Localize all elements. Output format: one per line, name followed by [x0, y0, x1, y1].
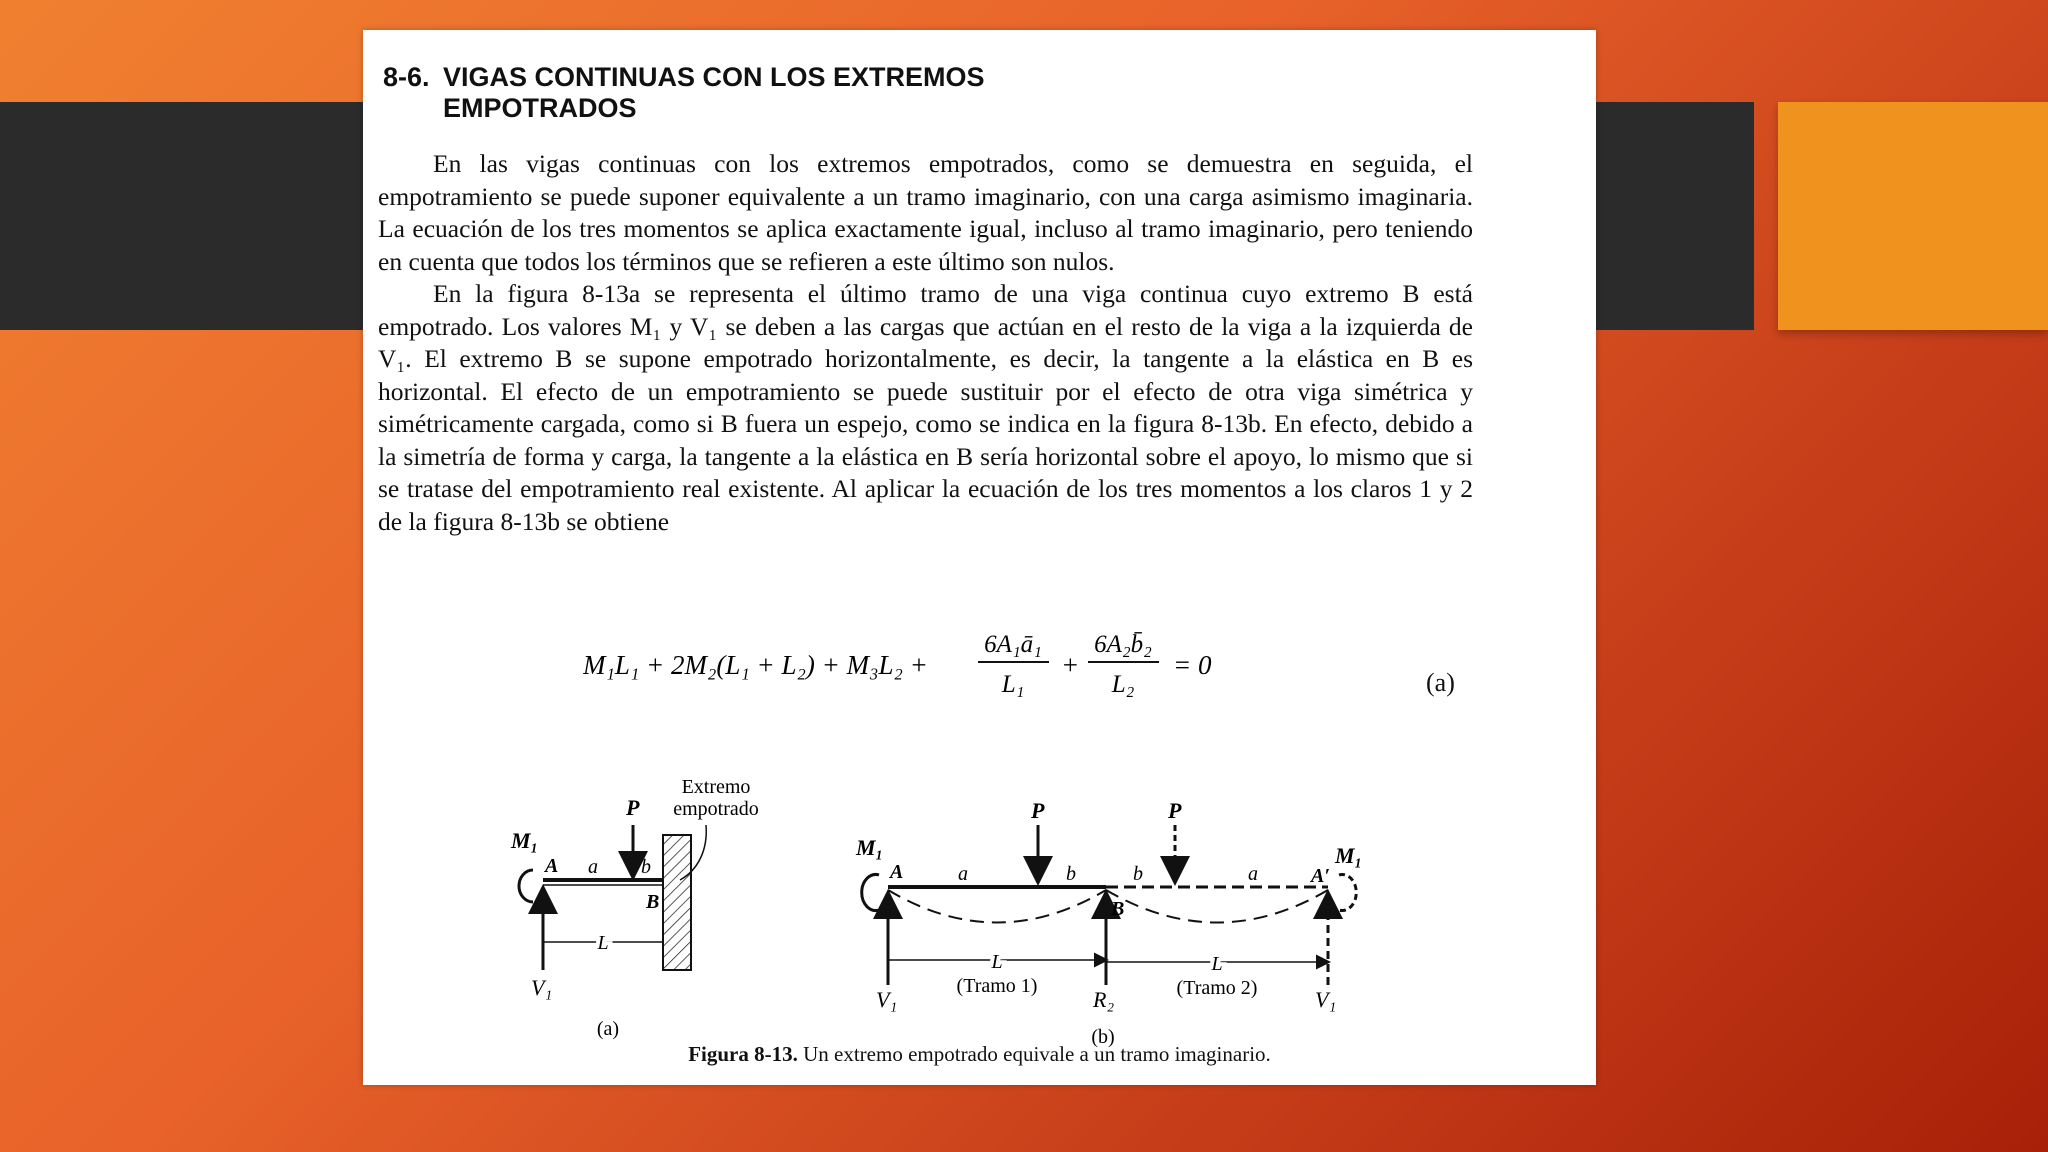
- label-b-support: B: [1111, 898, 1125, 920]
- caption-prefix: Figura 8-13.: [688, 1042, 798, 1066]
- label-v1-a: V₁: [531, 975, 553, 1000]
- orange-accent-block: [1778, 102, 2048, 330]
- label-l1: L: [991, 951, 1003, 973]
- moment-right-arc-dashed: [1339, 875, 1356, 911]
- scanned-page: [363, 30, 1596, 1085]
- equation-rhs: = 0: [1173, 650, 1212, 680]
- label-p2: P: [1168, 798, 1182, 823]
- label-extremo-empotrado: Extremo empotrado: [673, 776, 759, 820]
- section-title: VIGAS CONTINUAS CON LOS EXTREMOS EMPOTRADOS: [443, 62, 985, 123]
- body-text: [378, 148, 1473, 538]
- label-a1: a: [958, 863, 968, 885]
- paragraph-1: En las vigas continuas con los extremos empotrados, como se demuestra en seguida, el empotramiento se puede suponer equivalente a un tramo imaginario, con una carga asimismo imaginaria. La ecuación de los tres momentos se aplica exactamente igual, incluso al tramo imaginario, pero teniendo en cuenta que todos los términos que se refieren a este último son nulos.: [378, 149, 1473, 276]
- equation-label: (a): [1426, 668, 1455, 697]
- label-b1: b: [1066, 863, 1076, 885]
- label-dim-b: b: [641, 856, 651, 878]
- label-b-a: B: [646, 891, 660, 913]
- label-tramo-1: (Tramo 1): [956, 975, 1038, 997]
- label-l-a: L: [597, 932, 609, 954]
- figure-8-13: [483, 730, 1463, 1070]
- label-fig-b: (b): [1091, 1026, 1115, 1048]
- figure-a: [510, 776, 759, 1040]
- paragraph-2: En la figura 8-13a se representa el último tramo de una viga continua cuyo extremo B está empotrado. Los valores M₁ y V₁ se deben a las cargas que actúan en el resto de la viga a la izquierda de V₁. El extremo B se supone empotrado horizontalmente, es decir, la tangente a la elástica en B es horizontal. El efecto de un empotramiento se puede sustituir por el efecto de otra viga simétrica y simétricamente cargada, como si B fuera un espejo, como se indica en la figura 8-13b. En efecto, debido a la simetría de forma y carga, la tangente a la elástica en B sería horizontal sobre el apoyo, lo mismo que si se tratase del empotramiento real existente. Al aplicar la ecuación de los tres momentos a los claros 1 y 2 de la figura 8-13b se obtiene: [378, 279, 1473, 536]
- moment-m1-arc: [519, 870, 533, 902]
- label-a-b: A: [890, 861, 904, 883]
- figure-b: [855, 798, 1362, 1048]
- label-l2: L: [1211, 953, 1223, 975]
- label-a-a: A: [545, 855, 559, 877]
- label-a2: a: [1248, 863, 1258, 885]
- label-b2: b: [1133, 863, 1143, 885]
- label-m1-a: M₁: [511, 828, 539, 853]
- label-v1-left: V₁: [876, 987, 898, 1012]
- equation-lhs: M₁L₁ + 2M₂(L₁ + L₂) + M₃L₂ +: [583, 650, 928, 680]
- fixed-wall: [663, 835, 691, 970]
- label-fig-a: (a): [596, 1018, 620, 1040]
- label-m1-right: M₁: [1335, 843, 1363, 868]
- caption-text: Un extremo empotrado equivale a un tramo imaginario.: [803, 1042, 1271, 1066]
- frac2-denominator: L₂: [1111, 671, 1135, 698]
- label-p1: P: [1031, 798, 1045, 823]
- frac2-numerator: 6A₂b̄₂: [1094, 631, 1152, 658]
- moment-left-arc: [862, 875, 879, 911]
- section-number: 8-6.: [383, 62, 430, 92]
- label-dim-a: a: [588, 856, 598, 878]
- label-r2: R₂: [1093, 987, 1115, 1012]
- label-a-prime: A′: [1311, 865, 1330, 887]
- elastic-curve-2: [1106, 890, 1328, 923]
- frac1-numerator: 6A₁ā₁: [984, 631, 1042, 658]
- elastic-curve-1: [888, 890, 1106, 923]
- label-p-a: P: [626, 795, 640, 820]
- equation-plus: +: [1061, 650, 1080, 680]
- label-tramo-2: (Tramo 2): [1176, 977, 1258, 999]
- label-m1-left: M₁: [856, 835, 884, 860]
- figure-caption: [363, 1042, 1596, 1067]
- label-v1-right: V₁: [1315, 987, 1337, 1012]
- frac1-denominator: L₁: [1001, 671, 1025, 698]
- three-moment-equation: [583, 612, 1363, 712]
